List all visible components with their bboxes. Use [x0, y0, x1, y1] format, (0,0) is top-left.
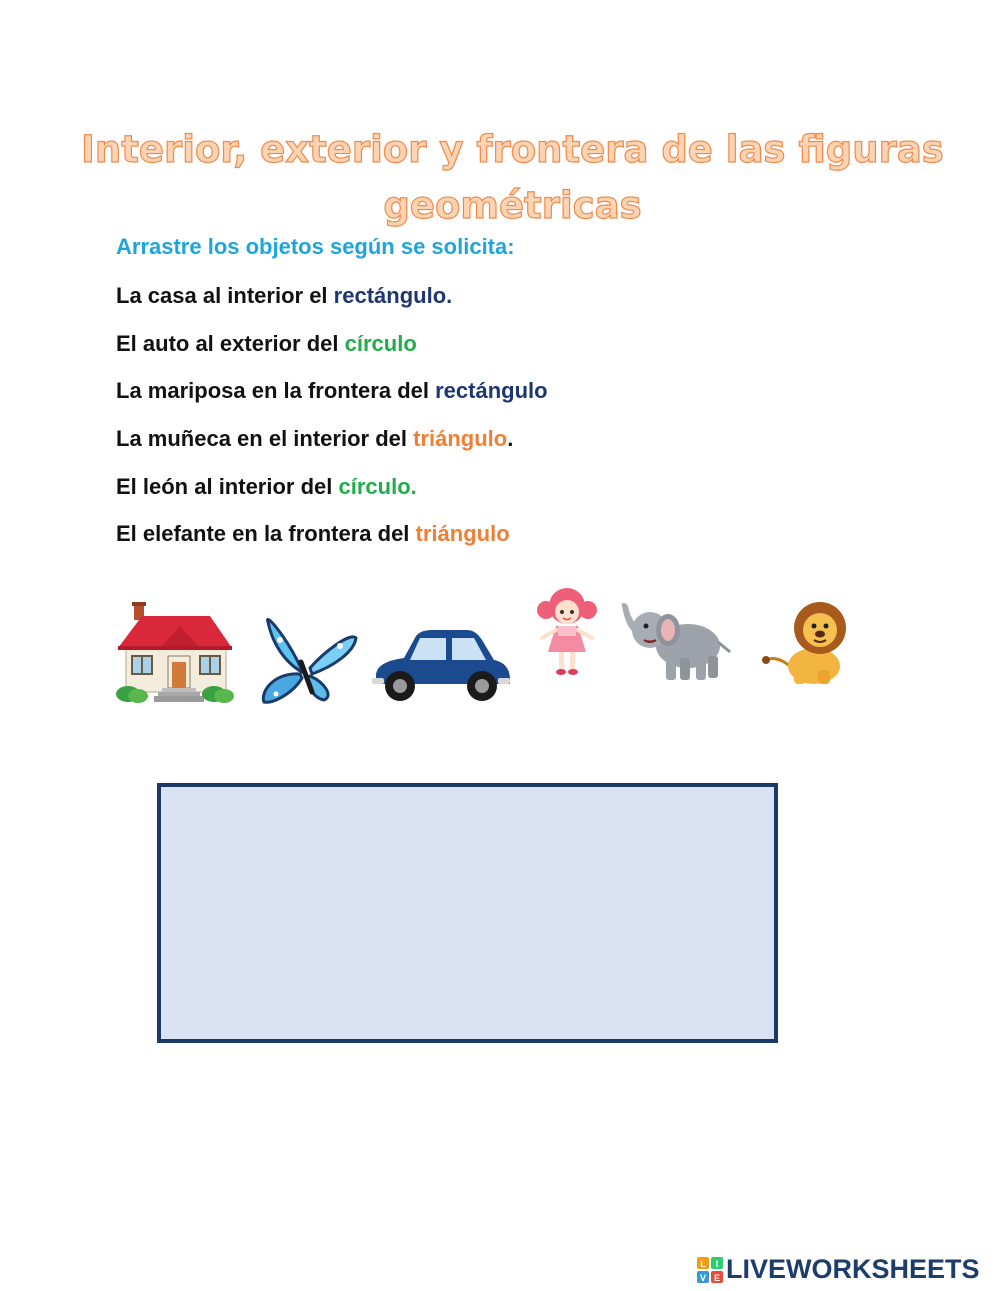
worksheet-title-line1: Interior, exterior y frontera de las figuras — [81, 128, 944, 171]
task-text: La mariposa en la frontera del — [116, 378, 436, 403]
house-draggable[interactable] — [114, 602, 236, 704]
task-shape-rectangle: rectángulo — [435, 378, 548, 403]
worksheet-title-line2: geométricas — [383, 184, 642, 227]
task-shape-circle: círculo. — [338, 474, 417, 499]
brand-name: LIVEWORKSHEETS — [726, 1254, 980, 1284]
task-suffix: . — [507, 426, 514, 451]
lion-icon — [760, 596, 854, 690]
elephant-icon — [618, 600, 732, 686]
liveworksheets-logo-icon — [697, 1257, 723, 1283]
task-text: El auto al exterior del — [116, 331, 345, 356]
task-text: El elefante en la frontera del — [116, 521, 416, 546]
task-shape-rectangle: rectángulo. — [333, 283, 453, 308]
elephant-draggable[interactable] — [618, 600, 732, 686]
butterfly-icon — [254, 612, 360, 708]
rectangle-drop-zone[interactable] — [157, 783, 778, 1043]
liveworksheets-logo — [697, 1254, 980, 1285]
house-icon — [114, 602, 236, 704]
task-car — [116, 331, 417, 357]
task-doll — [116, 426, 513, 452]
task-house — [116, 283, 452, 309]
task-lion — [116, 474, 417, 500]
task-elephant — [116, 521, 510, 547]
task-text: La casa al interior el — [116, 283, 334, 308]
car-draggable[interactable] — [370, 628, 512, 704]
instruction-text: Arrastre los objetos según se solicita: — [116, 234, 515, 259]
lion-draggable[interactable] — [760, 596, 854, 690]
task-text: El león al interior del — [116, 474, 339, 499]
task-shape-triangle: triángulo — [413, 426, 508, 451]
logo-letter: V — [699, 1272, 707, 1283]
task-butterfly — [116, 378, 548, 404]
logo-letter: E — [713, 1272, 721, 1283]
butterfly-draggable[interactable] — [254, 612, 360, 708]
doll-icon — [532, 588, 602, 680]
task-shape-circle: círculo — [344, 331, 417, 356]
logo-letter: I — [715, 1258, 719, 1269]
doll-draggable[interactable] — [532, 588, 602, 680]
task-text: La muñeca en el interior del — [116, 426, 414, 451]
car-icon — [370, 628, 512, 704]
logo-letter: L — [700, 1258, 706, 1269]
task-shape-triangle: triángulo — [415, 521, 510, 546]
